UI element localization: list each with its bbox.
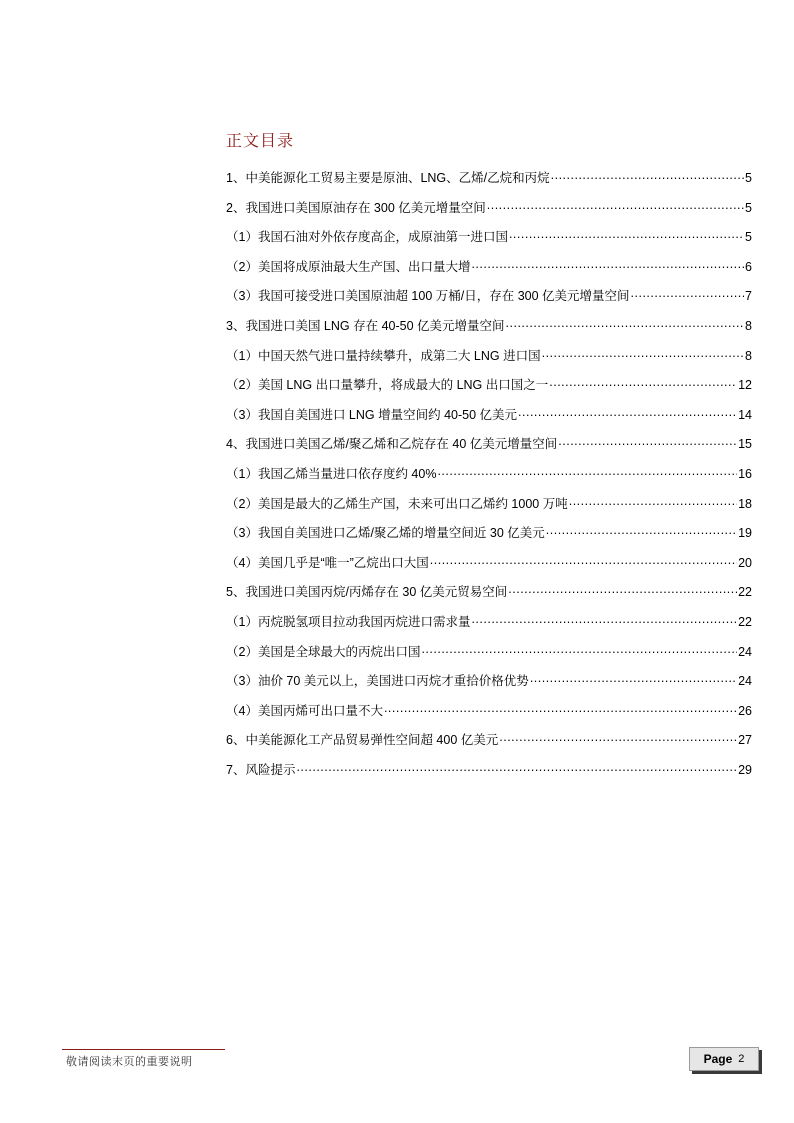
- toc-entry-page: 20: [738, 555, 752, 570]
- toc-leader: [384, 702, 737, 715]
- toc-entry-page: 14: [738, 407, 752, 422]
- toc-entry-page: 29: [738, 762, 752, 777]
- toc-entry[interactable]: [226, 613, 752, 643]
- toc-entry-page: 7: [745, 289, 752, 304]
- toc-list: [226, 169, 752, 790]
- toc-leader: [518, 406, 737, 419]
- toc-leader: [430, 554, 737, 567]
- footer-divider: [62, 1049, 225, 1050]
- toc-entry[interactable]: [226, 317, 752, 347]
- toc-entry[interactable]: [226, 702, 752, 732]
- toc-entry-label: 3、我国进口美国 LNG 存在 40-50 亿美元增量空间: [226, 318, 505, 333]
- toc-entry[interactable]: [226, 287, 752, 317]
- toc-entry-label: 1、中美能源化工贸易主要是原油、LNG、乙烯/乙烷和丙烷: [226, 171, 550, 185]
- toc-leader: [542, 347, 744, 360]
- toc-leader: [509, 229, 744, 242]
- toc-entry[interactable]: [226, 376, 752, 406]
- toc-leader: [506, 317, 745, 330]
- toc-entry-page: 24: [738, 644, 752, 659]
- toc-entry[interactable]: [226, 169, 752, 199]
- toc-entry-label: 2、我国进口美国原油存在 300 亿美元增量空间: [226, 200, 486, 215]
- toc-leader: [471, 613, 737, 626]
- toc-entry[interactable]: [226, 495, 752, 525]
- toc-entry-page: 5: [745, 200, 752, 215]
- toc-entry-label: （4）美国几乎是“唯一”乙烷出口大国: [226, 555, 429, 570]
- toc-leader: [569, 495, 737, 508]
- toc-entry-page: 12: [738, 378, 752, 393]
- toc-entry-page: 24: [738, 674, 752, 689]
- page-number-box: [689, 1047, 759, 1071]
- toc-leader: [508, 584, 737, 597]
- toc-entry-label: （2）美国是全球最大的丙烷出口国: [226, 644, 421, 659]
- toc-entry[interactable]: [226, 524, 752, 554]
- toc-entry-label: （1）我国乙烯当量进口依存度约 40%: [226, 466, 437, 481]
- toc-leader: [296, 761, 737, 774]
- toc-entry[interactable]: [226, 347, 752, 377]
- toc-entry-label: （3）油价 70 美元以上，美国进口丙烷才重拾价格优势: [226, 674, 529, 689]
- toc-leader: [551, 170, 744, 183]
- toc-entry[interactable]: [226, 761, 752, 791]
- toc-entry-page: 15: [738, 437, 752, 452]
- toc-entry[interactable]: [226, 258, 752, 288]
- toc-leader: [421, 643, 737, 656]
- toc-entry[interactable]: [226, 465, 752, 495]
- toc-entry[interactable]: [226, 672, 752, 702]
- toc-leader: [499, 732, 737, 745]
- toc-entry-page: 6: [745, 259, 752, 274]
- toc-entry-page: 18: [738, 496, 752, 511]
- toc-entry-label: （1）我国石油对外依存度高企，成原油第一进口国: [226, 230, 508, 245]
- toc-leader: [471, 258, 744, 271]
- toc-entry[interactable]: [226, 583, 752, 613]
- toc-title: 正文目录: [226, 133, 295, 150]
- toc-entry-page: 22: [738, 614, 752, 629]
- page-number: 2: [738, 1053, 745, 1065]
- toc-entry[interactable]: [226, 406, 752, 436]
- toc-entry-label: （3）我国可接受进口美国原油超 100 万桶/日，存在 300 亿美元增量空间: [226, 289, 630, 304]
- toc-entry[interactable]: [226, 554, 752, 584]
- toc-entry-page: 8: [745, 318, 752, 333]
- toc-leader: [546, 525, 737, 538]
- toc-leader: [549, 377, 737, 390]
- toc-entry-label: （1）丙烷脱氢项目拉动我国丙烷进口需求量: [226, 614, 471, 629]
- toc-entry-page: 8: [745, 348, 752, 363]
- toc-leader: [530, 673, 737, 686]
- footer-disclaimer-note: 敬请阅读末页的重要说明: [66, 1055, 193, 1068]
- toc-entry-page: 5: [745, 171, 752, 185]
- toc-entry-page: 16: [738, 466, 752, 481]
- toc-entry-label: （2）美国将成原油最大生产国、出口量大增: [226, 259, 471, 274]
- toc-entry[interactable]: [226, 435, 752, 465]
- toc-entry-label: （2）美国 LNG 出口量攀升，将成最大的 LNG 出口国之一: [226, 378, 549, 393]
- toc-entry-label: （1）中国天然气进口量持续攀升，成第二大 LNG 进口国: [226, 348, 541, 363]
- toc-entry-page: 27: [738, 733, 752, 748]
- toc-leader: [631, 288, 745, 301]
- page-label: Page: [703, 1052, 733, 1066]
- toc-entry-page: 19: [738, 526, 752, 541]
- toc-entry[interactable]: [226, 199, 752, 229]
- toc-entry-page: 22: [738, 585, 752, 600]
- toc-entry-label: 6、中美能源化工产品贸易弹性空间超 400 亿美元: [226, 733, 499, 748]
- toc-entry-label: （2）美国是最大的乙烯生产国，未来可出口乙烯约 1000 万吨: [226, 496, 568, 511]
- toc-entry-page: 26: [738, 703, 752, 718]
- toc-leader: [487, 199, 744, 212]
- toc-entry-label: 4、我国进口美国乙烯/聚乙烯和乙烷存在 40 亿美元增量空间: [226, 437, 558, 452]
- toc-entry-label: （3）我国自美国进口乙烯/聚乙烯的增量空间近 30 亿美元: [226, 526, 545, 541]
- toc-entry-label: 5、我国进口美国丙烷/丙烯存在 30 亿美元贸易空间: [226, 585, 508, 600]
- toc-leader: [558, 436, 737, 449]
- toc-entry-label: 7、风险提示: [226, 762, 296, 777]
- toc-entry[interactable]: [226, 228, 752, 258]
- toc-entry-label: （3）我国自美国进口 LNG 增量空间约 40-50 亿美元: [226, 407, 518, 422]
- toc-entry-page: 5: [745, 230, 752, 245]
- toc-leader: [437, 465, 737, 478]
- toc-entry-label: （4）美国丙烯可出口量不大: [226, 703, 383, 718]
- toc-entry[interactable]: [226, 643, 752, 673]
- toc-entry[interactable]: [226, 731, 752, 761]
